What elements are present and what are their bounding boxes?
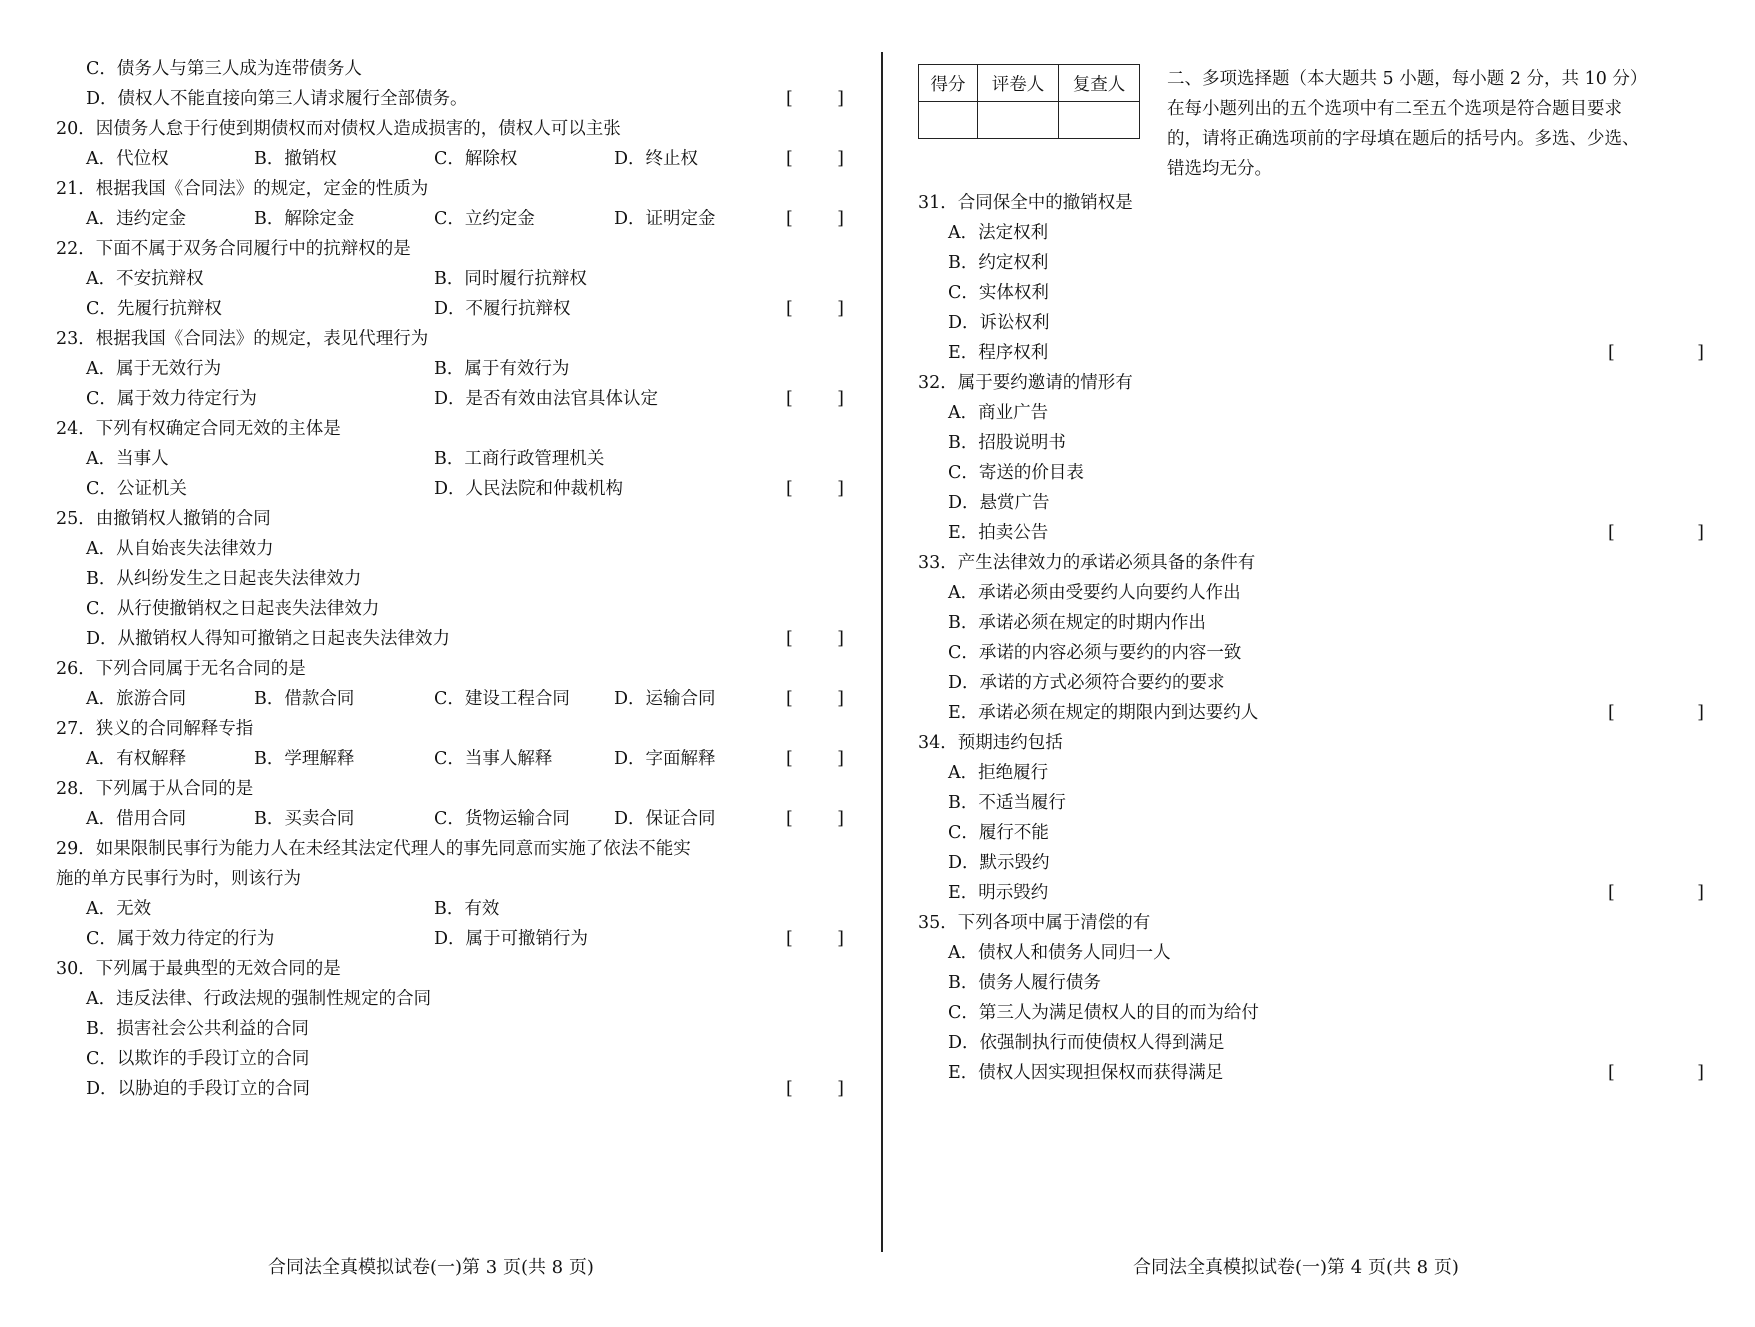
- answer-bracket-q26[interactable]: [ ]: [786, 689, 844, 709]
- q25-stem: 25．由撤销权人撤销的合同: [56, 509, 271, 529]
- q21-option-d: D．证明定金: [614, 209, 716, 229]
- q26-option-a: A．旅游合同: [86, 689, 187, 709]
- q31-option-e-line: [948, 338, 1708, 368]
- q26-stem: 26．下列合同属于无名合同的是: [56, 659, 306, 679]
- q24-option-c: C．公证机关: [86, 479, 187, 499]
- q34-option-c: C．履行不能: [948, 823, 1049, 843]
- q20-option-b: B．撤销权: [254, 149, 337, 169]
- score-cell-defen[interactable]: [919, 102, 978, 139]
- section-heading: [1167, 64, 1707, 184]
- q24-options-row2: [86, 474, 846, 504]
- q20-options: [86, 144, 846, 174]
- q28-option-b: B．买卖合同: [254, 809, 355, 829]
- answer-bracket-q27[interactable]: [ ]: [786, 749, 844, 769]
- q26-option-d: D．运输合同: [614, 689, 716, 709]
- score-cell-reviewer[interactable]: [1059, 102, 1140, 139]
- q32-option-e-line: [948, 518, 1708, 548]
- q32-stem: 32．属于要约邀请的情形有: [918, 373, 1133, 393]
- q31-option-c: C．实体权利: [948, 283, 1049, 303]
- q27-option-c: C．当事人解释: [434, 749, 553, 769]
- q21-option-c: C．立约定金: [434, 209, 535, 229]
- q19-option-d-line: [86, 84, 846, 114]
- answer-bracket-q20[interactable]: [ ]: [786, 149, 844, 169]
- section-instruction-2: 的，请将正确选项前的字母填在题后的括号内。多选、少选、: [1167, 129, 1640, 149]
- answer-bracket-q30[interactable]: [ ]: [786, 1079, 844, 1099]
- q32-option-b: B．招股说明书: [948, 433, 1066, 453]
- answer-bracket-q19[interactable]: [ ]: [786, 89, 844, 109]
- q22-option-d: D．不履行抗辩权: [434, 299, 571, 319]
- q33-option-a: A．承诺必须由受要约人向要约人作出: [948, 583, 1241, 603]
- q20-option-a: A．代位权: [86, 149, 169, 169]
- q26-option-c: C．建设工程合同: [434, 689, 570, 709]
- score-header-grader: 评卷人: [978, 65, 1059, 102]
- q23-stem: 23．根据我国《合同法》的规定，表见代理行为: [56, 329, 429, 349]
- q22-stem: 22．下面不属于双务合同履行中的抗辩权的是: [56, 239, 411, 259]
- q24-stem: 24．下列有权确定合同无效的主体是: [56, 419, 341, 439]
- section-instruction-1: 在每小题列出的五个选项中有二至五个选项是符合题目要求: [1167, 99, 1622, 119]
- answer-bracket-q21[interactable]: [ ]: [786, 209, 844, 229]
- q32-option-d: D．悬赏广告: [948, 493, 1050, 513]
- q21-options: [86, 204, 846, 234]
- answer-bracket-q31[interactable]: [ ]: [1608, 343, 1704, 363]
- q35-option-a: A．债权人和债务人同归一人: [948, 943, 1171, 963]
- q33-option-c: C．承诺的内容必须与要约的内容一致: [948, 643, 1242, 663]
- q29-option-b: B．有效: [434, 899, 500, 919]
- score-header-defen: 得分: [919, 65, 978, 102]
- q30-option-d-line: [86, 1074, 846, 1104]
- q22-option-b: B．同时履行抗辩权: [434, 269, 587, 289]
- section-instruction-3: 错选均无分。: [1167, 159, 1272, 179]
- q29-option-c: C．属于效力待定的行为: [86, 929, 275, 949]
- q33-option-b: B．承诺必须在规定的时期内作出: [948, 613, 1206, 633]
- q29-stem-cont: 施的单方民事行为时，则该行为: [56, 869, 301, 889]
- q34-option-b: B．不适当履行: [948, 793, 1066, 813]
- q27-option-d: D．字面解释: [614, 749, 716, 769]
- section-title: 二、多项选择题（本大题共 5 小题，每小题 2 分，共 10 分）: [1167, 69, 1648, 89]
- q30-option-c: C．以欺诈的手段订立的合同: [86, 1049, 310, 1069]
- q27-options: [86, 744, 846, 774]
- q30-stem: 30．下列属于最典型的无效合同的是: [56, 959, 341, 979]
- q34-option-e-line: [948, 878, 1708, 908]
- answer-bracket-q34[interactable]: [ ]: [1608, 883, 1704, 903]
- q29-option-a: A．无效: [86, 899, 152, 919]
- q27-option-b: B．学理解释: [254, 749, 355, 769]
- q25-option-c: C．从行使撤销权之日起丧失法律效力: [86, 599, 380, 619]
- q34-option-e: E．明示毁约: [948, 883, 1049, 903]
- q33-option-e-line: [948, 698, 1708, 728]
- q28-option-a: A．借用合同: [86, 809, 187, 829]
- q22-options-row1: [86, 264, 846, 294]
- q35-option-d: D．依强制执行而使债权人得到满足: [948, 1033, 1225, 1053]
- q22-options-row2: [86, 294, 846, 324]
- q24-option-a: A．当事人: [86, 449, 169, 469]
- q25-option-d: D．从撤销权人得知可撤销之日起丧失法律效力: [86, 629, 451, 649]
- q35-option-b: B．债务人履行债务: [948, 973, 1101, 993]
- q31-option-a: A．法定权利: [948, 223, 1049, 243]
- answer-bracket-q25[interactable]: [ ]: [786, 629, 844, 649]
- q23-option-a: A．属于无效行为: [86, 359, 222, 379]
- q19-option-d: D．债权人不能直接向第三人请求履行全部债务。: [86, 89, 468, 109]
- q29-option-d: D．属于可撤销行为: [434, 929, 589, 949]
- q33-stem: 33．产生法律效力的承诺必须具备的条件有: [918, 553, 1256, 573]
- q21-stem: 21．根据我国《合同法》的规定，定金的性质为: [56, 179, 429, 199]
- q25-option-b: B．从纠纷发生之日起丧失法律效力: [86, 569, 362, 589]
- q32-option-a: A．商业广告: [948, 403, 1049, 423]
- score-table: [918, 64, 1140, 139]
- page-divider: [881, 52, 883, 1252]
- q32-option-c: C．寄送的价目表: [948, 463, 1084, 483]
- q24-option-b: B．工商行政管理机关: [434, 449, 605, 469]
- q31-option-e: E．程序权利: [948, 343, 1049, 363]
- q22-option-c: C．先履行抗辩权: [86, 299, 222, 319]
- q23-option-c: C．属于效力待定行为: [86, 389, 257, 409]
- q33-option-d: D．承诺的方式必须符合要约的要求: [948, 673, 1225, 693]
- q25-option-d-line: [86, 624, 846, 654]
- q31-option-b: B．约定权利: [948, 253, 1049, 273]
- q28-option-c: C．货物运输合同: [434, 809, 570, 829]
- page-footer-right: 合同法全真模拟试卷(一)第 4 页(共 8 页): [1133, 1257, 1459, 1278]
- q19-option-c: C．债务人与第三人成为连带债务人: [86, 59, 362, 79]
- q23-option-d: D．是否有效由法官具体认定: [434, 389, 659, 409]
- answer-bracket-q22[interactable]: [ ]: [786, 299, 844, 319]
- q28-option-d: D．保证合同: [614, 809, 716, 829]
- q30-option-a: A．违反法律、行政法规的强制性规定的合同: [86, 989, 432, 1009]
- q28-options: [86, 804, 846, 834]
- score-header-reviewer: 复查人: [1059, 65, 1140, 102]
- q31-option-d: D．诉讼权利: [948, 313, 1050, 333]
- q35-option-c: C．第三人为满足债权人的目的而为给付: [948, 1003, 1259, 1023]
- q34-stem: 34．预期违约包括: [918, 733, 1063, 753]
- q32-option-e: E．拍卖公告: [948, 523, 1049, 543]
- q35-stem: 35．下列各项中属于清偿的有: [918, 913, 1151, 933]
- q20-option-c: C．解除权: [434, 149, 518, 169]
- q27-option-a: A．有权解释: [86, 749, 187, 769]
- q20-stem: 20．因债务人怠于行使到期债权而对债权人造成损害的，债权人可以主张: [56, 119, 621, 139]
- q30-option-d: D．以胁迫的手段订立的合同: [86, 1079, 311, 1099]
- answer-bracket-q32[interactable]: [ ]: [1608, 523, 1704, 543]
- q20-option-d: D．终止权: [614, 149, 699, 169]
- q30-option-b: B．损害社会公共利益的合同: [86, 1019, 309, 1039]
- q25-option-a: A．从自始丧失法律效力: [86, 539, 274, 559]
- page-footer-left: 合同法全真模拟试卷(一)第 3 页(共 8 页): [268, 1257, 594, 1278]
- answer-bracket-q35[interactable]: [ ]: [1608, 1063, 1704, 1083]
- q33-option-e: E．承诺必须在规定的期限内到达要约人: [948, 703, 1259, 723]
- q22-option-a: A．不安抗辩权: [86, 269, 204, 289]
- q28-stem: 28．下列属于从合同的是: [56, 779, 254, 799]
- q31-stem: 31．合同保全中的撤销权是: [918, 193, 1133, 213]
- score-cell-grader[interactable]: [978, 102, 1059, 139]
- q35-option-e-line: [948, 1058, 1708, 1088]
- q29-options-row2: [86, 924, 846, 954]
- q34-option-d: D．默示毁约: [948, 853, 1050, 873]
- q34-option-a: A．拒绝履行: [948, 763, 1049, 783]
- q23-options-row2: [86, 384, 846, 414]
- q35-option-e: E．债权人因实现担保权而获得满足: [948, 1063, 1224, 1083]
- q26-options: [86, 684, 846, 714]
- answer-bracket-q29[interactable]: [ ]: [786, 929, 844, 949]
- q29-options-row1: [86, 894, 846, 924]
- answer-bracket-q23[interactable]: [ ]: [786, 389, 844, 409]
- q29-stem: 29．如果限制民事行为能力人在未经其法定代理人的事先同意而实施了依法不能实: [56, 839, 691, 859]
- q21-option-b: B．解除定金: [254, 209, 355, 229]
- q23-options-row1: [86, 354, 846, 384]
- q21-option-a: A．违约定金: [86, 209, 187, 229]
- answer-bracket-q28[interactable]: [ ]: [786, 809, 844, 829]
- answer-bracket-q24[interactable]: [ ]: [786, 479, 844, 499]
- q24-options-row1: [86, 444, 846, 474]
- q27-stem: 27．狭义的合同解释专指: [56, 719, 254, 739]
- answer-bracket-q33[interactable]: [ ]: [1608, 703, 1704, 723]
- q24-option-d: D．人民法院和仲裁机构: [434, 479, 624, 499]
- q26-option-b: B．借款合同: [254, 689, 355, 709]
- q23-option-b: B．属于有效行为: [434, 359, 570, 379]
